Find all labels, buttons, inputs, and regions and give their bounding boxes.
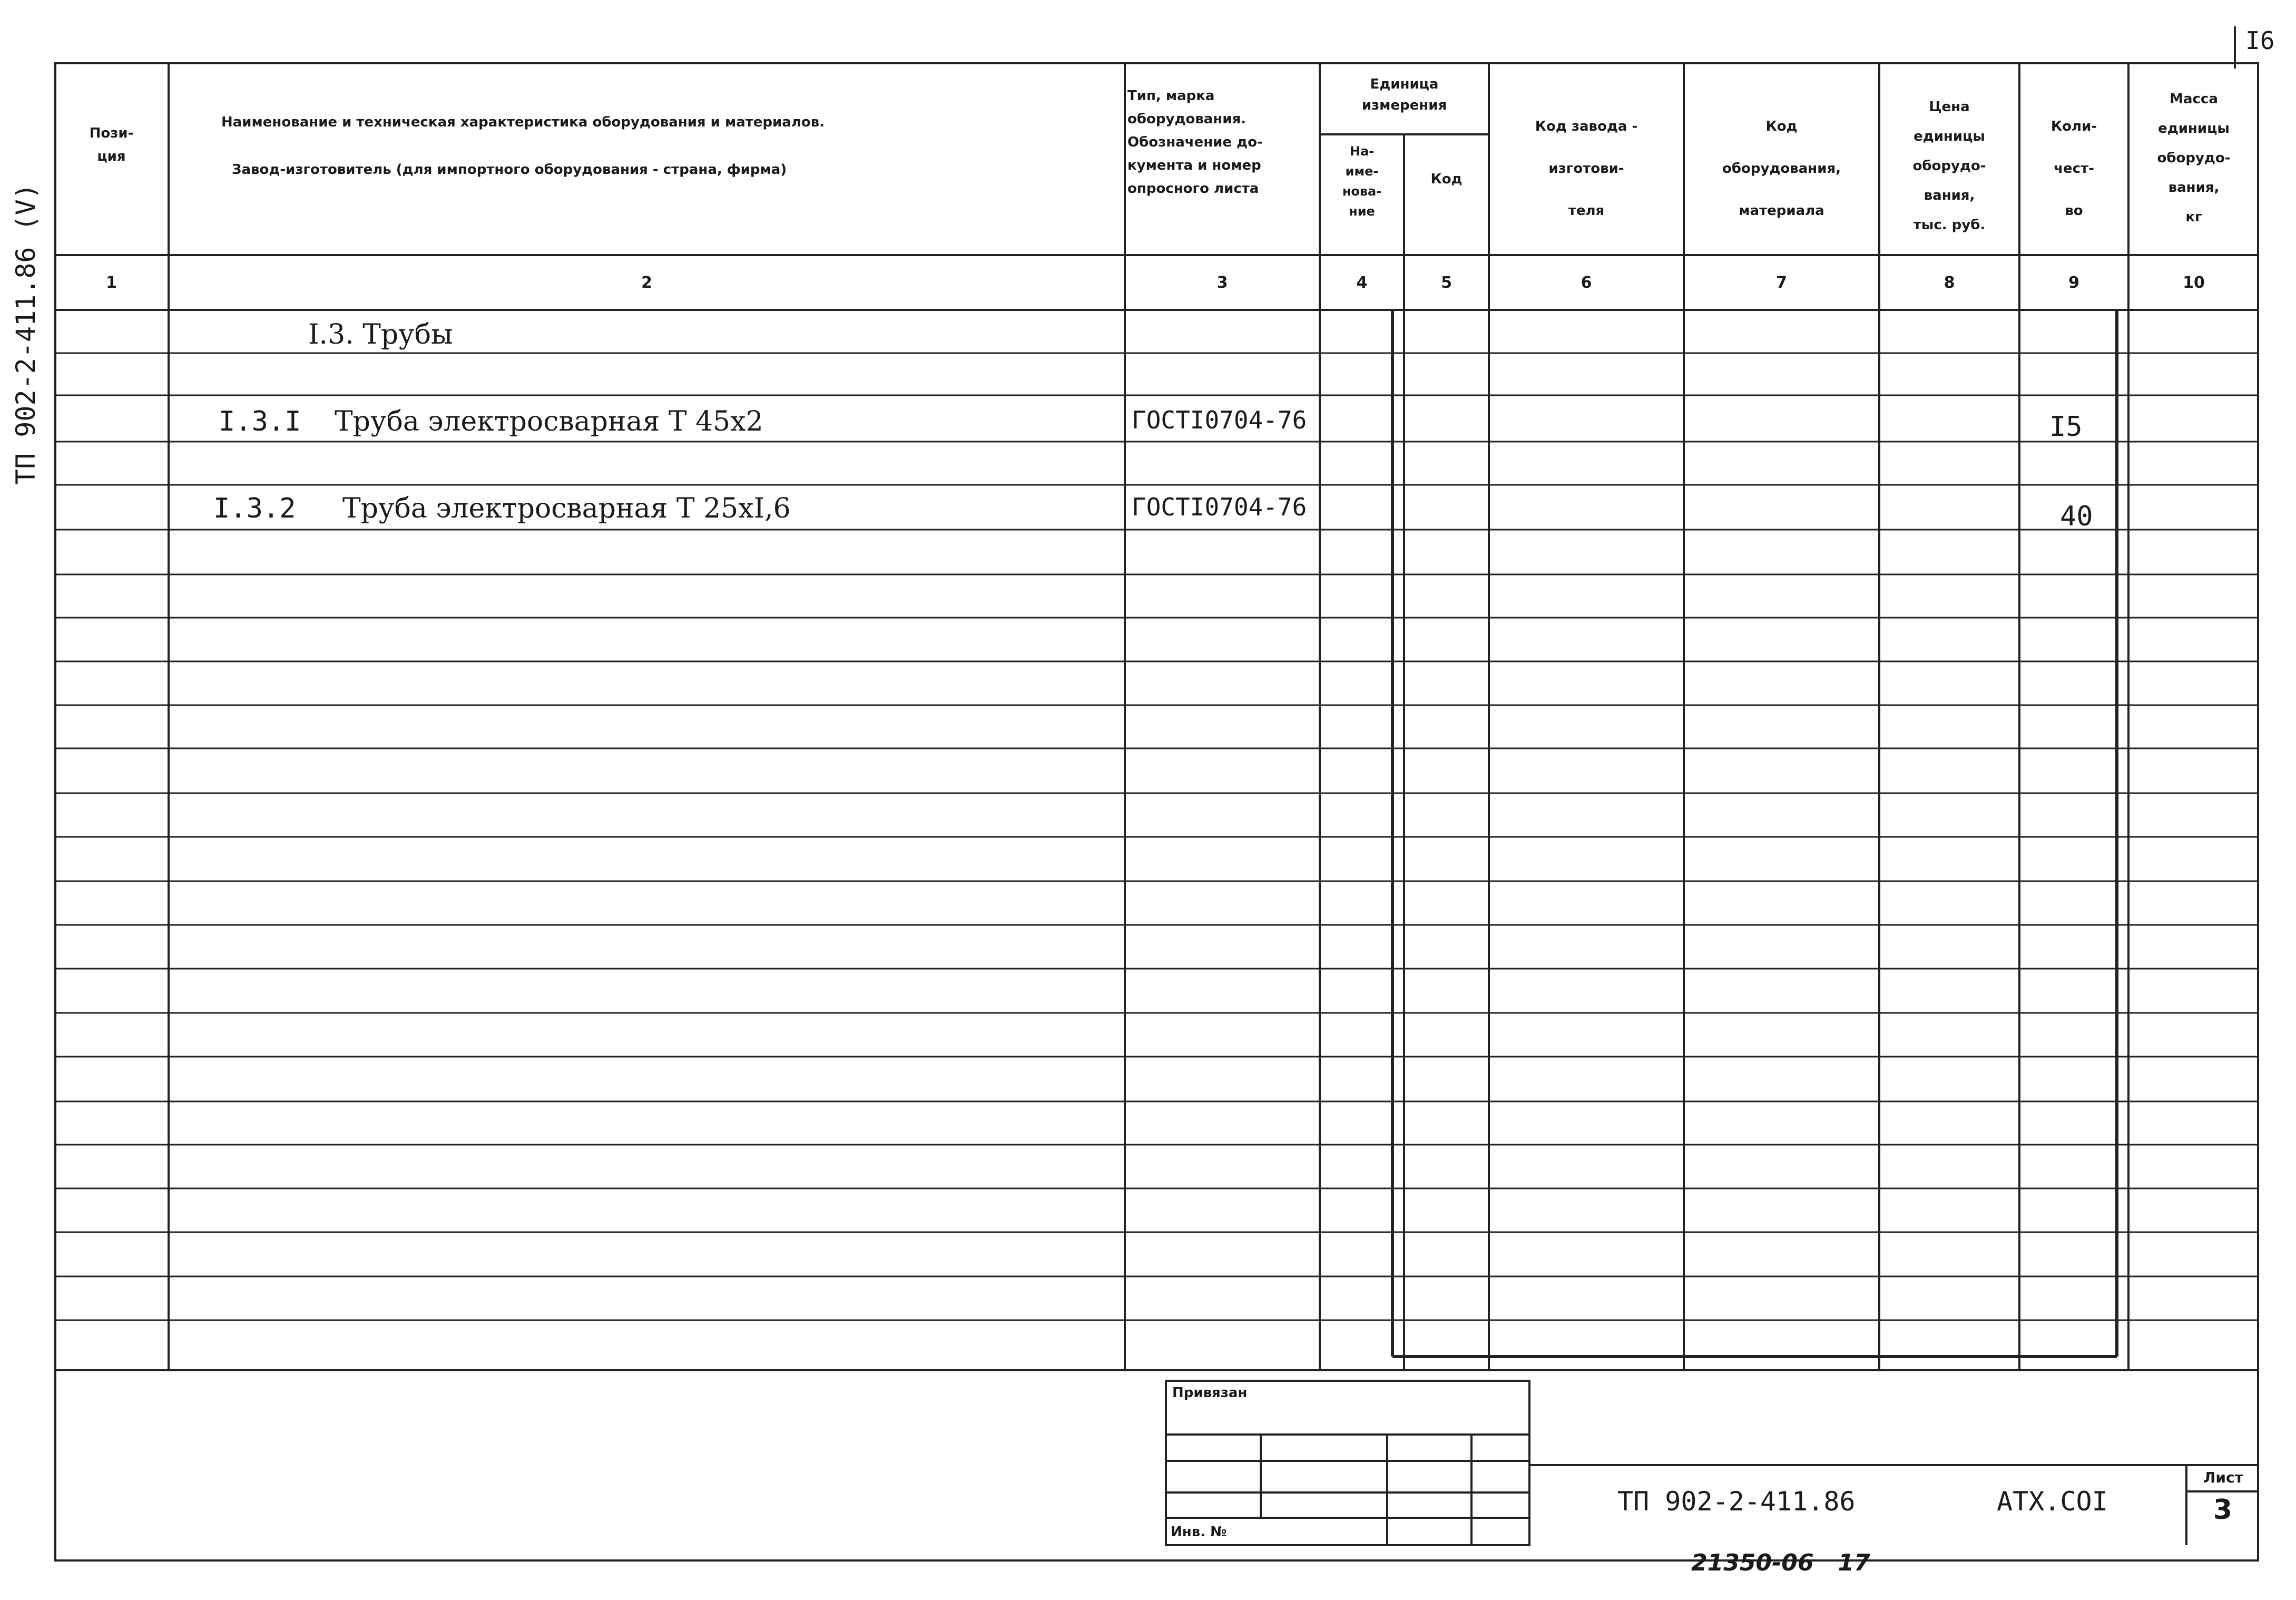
header-type-doc: Тип, марка оборудования. Обозначение до- кумента и номер опросного листа — [1127, 88, 1263, 197]
header-unit-group: Единица измерения — [1361, 76, 1447, 113]
column-number-7: 7 — [1776, 273, 1787, 292]
stamp-privyazan: Привязан — [1172, 1385, 1248, 1401]
row-2-position: I.3.2 — [213, 493, 296, 524]
header-factory-code: Код завода - изготови- теля — [1535, 119, 1638, 219]
header-unit-price: Цена единицы оборудо- вания, тыс. руб. — [1912, 99, 1986, 233]
header-unit-name: На- име- нова- ние — [1342, 144, 1382, 219]
column-number-9: 9 — [2068, 273, 2079, 292]
side-document-label: ТП 902-2-411.86 (V) — [11, 183, 41, 485]
header-unit-code: Код — [1430, 171, 1463, 187]
column-number-2: 2 — [641, 273, 652, 292]
page-number: I6 — [2245, 26, 2275, 55]
header-unit-mass: Масса единицы оборудо- вания, кг — [2157, 91, 2231, 225]
stamp-document-mark: АТХ.COI — [1997, 1486, 2108, 1517]
header-position: Пози- ция — [89, 125, 134, 164]
stamp-document-code: ТП 902-2-411.86 — [1617, 1486, 1856, 1517]
header-name-line1: Наименование и техническая характеристика оборудования и материалов. — [221, 114, 825, 130]
row-1-position: I.3.I — [219, 406, 301, 437]
stamp-inventory-number: Инв. № — [1171, 1524, 1227, 1540]
row-2-name: Труба электросварная Т 25хI,6 — [342, 493, 791, 524]
stamp-sheet-label: Лист — [2203, 1469, 2243, 1486]
row-1-document: ГОСТI0704-76 — [1132, 406, 1307, 434]
row-1-quantity: I5 — [2049, 411, 2083, 443]
row-2-quantity: 40 — [2060, 501, 2093, 532]
stamp-sheet-number: 3 — [2213, 1494, 2233, 1526]
header-name-line2: Завод-изготовитель (для импортного оборудования - страна, фирма) — [232, 162, 787, 178]
archive-number: 21350-06 17 — [1691, 1549, 1870, 1576]
section-title: I.3. Трубы — [308, 319, 453, 350]
column-number-4: 4 — [1356, 273, 1368, 292]
column-number-8: 8 — [1944, 273, 1955, 292]
row-2-document: ГОСТI0704-76 — [1132, 493, 1307, 521]
header-quantity: Коли- чест- во — [2050, 119, 2097, 219]
column-number-6: 6 — [1581, 273, 1592, 292]
row-1-name: Труба электросварная Т 45х2 — [335, 406, 763, 437]
column-number-10: 10 — [2183, 273, 2205, 292]
header-equipment-code: Код оборудования, материала — [1722, 119, 1841, 219]
column-number-3: 3 — [1216, 273, 1228, 292]
column-number-5: 5 — [1441, 273, 1452, 292]
column-number-1: 1 — [106, 273, 117, 292]
